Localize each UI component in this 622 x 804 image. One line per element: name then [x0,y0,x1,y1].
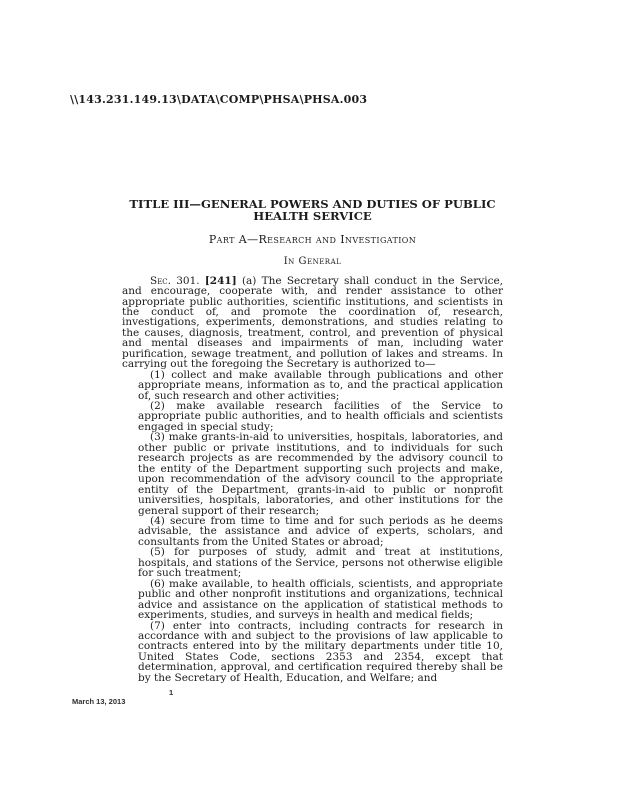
part-heading: Part A—Research and Investigation [208,232,417,246]
statute-item-6: (6) make available, to health officials, scientists, and appropriate public and other nonprofit institutions and organizations, technical advice and assistance on the application of statistical methods to experiments, studies, and surveys in health and medical fields; [138,577,503,622]
section-intro-paragraph [122,276,503,370]
code-citation: [241] [204,274,237,287]
file-path-header: \\143.231.149.13\DATA\COMP\PHSA\PHSA.003 [70,93,368,106]
statute-item-7: (7) enter into contracts, including contracts for research in accordance with and subject to the provisions of law applicable to contracts entered into by the military departments under title 10, United States Code, sections 2353 and 2354, except that determination, approval, and certification required thereby shall be by the Secretary of Health, Education, and Welfare; and [138,619,503,684]
title-line-2: HEALTH SERVICE [253,208,372,223]
section-number-label: Sec. 301. [150,274,200,287]
page-number: 1 [169,688,174,697]
section-intro-text: (a) The Secretary shall conduct in the Service, and encourage, cooperate with, and render assistance to other appropriate public authorities, scientific institutions, and scientists in the conduct of, and promote the coordination of, research, investigations, experiments, demonstrations, and studies relating to the causes, diagnosis, treatment, control, and prevention of physical and mental diseases and impairments of man, including water purification, sewage treatment, and pollution of lakes and streams. In carrying out the foregoing the Secretary is authorized to— [122,274,504,371]
statute-item-1: (1) collect and make available through publications and other appropriate means, information as to, and the practical application of, such research and other activities; [138,368,503,402]
statute-text [122,276,503,684]
statute-item-4: (4) secure from time to time and for such periods as he deems advisable, the assistance and advice of experts, scholars, and consultants from the United States or abroad; [138,515,503,548]
document-body [122,199,503,683]
statute-item-3: (3) make grants-in-aid to universities, hospitals, laboratories, and other public or private institutions, and to individuals for such research projects as are recommended by the advisory council to the entity of the Department supporting such projects and make, upon recommendation of the advisory council to the appropriate entity of the Department, grants-in-aid to public or nonprofit universities, hospitals, laboratories, and other institutions for the general support of their research; [138,431,503,517]
statute-item-2: (2) make available research facilities of the Service to appropriate public authorities, and to health officials and scientists engaged in special study; [138,400,503,433]
statute-item-5: (5) for purposes of study, admit and treat at institutions, hospitals, and stations of the Service, persons not otherwise eligible for such treatment; [138,546,503,580]
title-line-1: TITLE III—GENERAL POWERS AND DUTIES OF PUBLIC [129,197,496,211]
section-group-heading: In General [283,255,342,267]
footer-date: March 13, 2013 [72,697,126,706]
